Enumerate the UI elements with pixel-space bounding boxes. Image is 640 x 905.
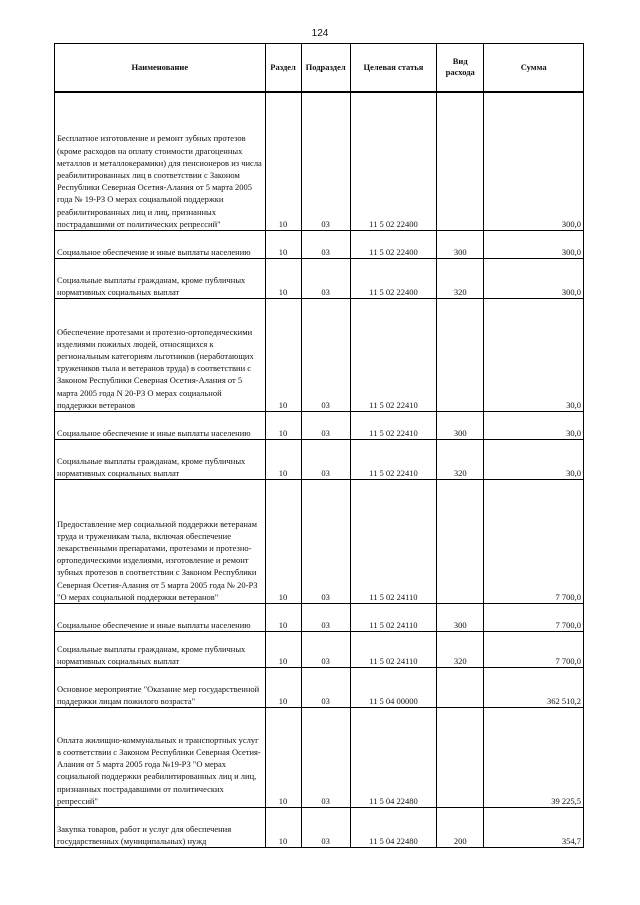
table-row <box>55 480 584 604</box>
row-name: Социальное обеспечение и иные выплаты населению <box>55 412 266 440</box>
row-subsection: 03 <box>301 440 350 480</box>
table-header-row <box>55 44 584 92</box>
row-amount: 30,0 <box>484 440 584 480</box>
table-row <box>55 412 584 440</box>
row-type: 300 <box>437 604 484 632</box>
table-row <box>55 299 584 412</box>
row-amount: 30,0 <box>484 412 584 440</box>
row-target: 11 5 02 24110 <box>350 604 436 632</box>
row-type <box>437 299 484 412</box>
table-row <box>55 92 584 231</box>
row-section: 10 <box>265 668 301 708</box>
row-amount: 362 510,2 <box>484 668 584 708</box>
header-subsection: Подраздел <box>301 44 350 92</box>
header-expense-type: Вид расхода <box>437 44 484 92</box>
table-row <box>55 668 584 708</box>
row-name: Оплата жилищно-коммунальных и транспортных услуг в соответствии с Законом Республики Северная Осетия-Алания от 5 марта 2005 года №19-РЗ "О мерах социальной поддержки реабилитированных лиц и лиц, признанных пострадавшими от политических репрессий" <box>55 708 266 808</box>
header-target: Целевая статья <box>350 44 436 92</box>
row-type: 320 <box>437 440 484 480</box>
row-subsection: 03 <box>301 604 350 632</box>
row-type <box>437 708 484 808</box>
table-row <box>55 231 584 259</box>
row-subsection: 03 <box>301 708 350 808</box>
row-subsection: 03 <box>301 299 350 412</box>
budget-table <box>54 43 584 848</box>
row-target: 11 5 02 22400 <box>350 231 436 259</box>
table-row <box>55 632 584 668</box>
page-number: 124 <box>311 28 329 39</box>
row-subsection: 03 <box>301 808 350 848</box>
row-amount: 300,0 <box>484 92 584 231</box>
row-target: 11 5 02 24110 <box>350 480 436 604</box>
table-row <box>55 808 584 848</box>
row-subsection: 03 <box>301 92 350 231</box>
row-name: Социальные выплаты гражданам, кроме публичных нормативных социальных выплат <box>55 440 266 480</box>
row-amount: 7 700,0 <box>484 480 584 604</box>
row-target: 11 5 02 22410 <box>350 440 436 480</box>
row-name: Основное мероприятие "Оказание мер государственной поддержки лицам пожилого возраста" <box>55 668 266 708</box>
row-type: 320 <box>437 259 484 299</box>
row-amount: 300,0 <box>484 231 584 259</box>
row-target: 11 5 04 00000 <box>350 668 436 708</box>
header-section: Раздел <box>265 44 301 92</box>
row-type: 300 <box>437 231 484 259</box>
row-type: 200 <box>437 808 484 848</box>
row-target: 11 5 02 22410 <box>350 299 436 412</box>
row-name: Социальное обеспечение и иные выплаты населению <box>55 604 266 632</box>
row-section: 10 <box>265 708 301 808</box>
table-row <box>55 259 584 299</box>
row-name: Социальное обеспечение и иные выплаты населению <box>55 231 266 259</box>
row-amount: 30,0 <box>484 299 584 412</box>
row-name: Социальные выплаты гражданам, кроме публичных нормативных социальных выплат <box>55 632 266 668</box>
row-target: 11 5 04 22480 <box>350 808 436 848</box>
row-section: 10 <box>265 632 301 668</box>
row-amount: 7 700,0 <box>484 604 584 632</box>
row-name: Бесплатное изготовление и ремонт зубных протезов (кроме расходов на оплату стоимости драгоценных металлов и металлокерамики) для пенсионеров из числа реабилитированных лиц в соответствии с Законом Республики Северная Осетия-Алания от 5 марта 2005 года № 19-РЗ О мерах социальной поддержки реабилитированных лиц и лиц, признанных пострадавшими от политических репрессий" <box>55 92 266 231</box>
header-amount: Сумма <box>484 44 584 92</box>
row-amount: 300,0 <box>484 259 584 299</box>
row-section: 10 <box>265 604 301 632</box>
row-name: Социальные выплаты гражданам, кроме публичных нормативных социальных выплат <box>55 259 266 299</box>
row-name: Обеспечение протезами и протезно-ортопедическими изделиями пожилых людей, относящихся к региональным категориям льготников (неработающих тружеников тыла и ветеранов труда) в соответствии с Законом Республики Северная Осетия-Алания от 5 марта 2005 года N 20-РЗ О мерах социальной поддержки ветеранов <box>55 299 266 412</box>
row-section: 10 <box>265 299 301 412</box>
row-subsection: 03 <box>301 668 350 708</box>
row-section: 10 <box>265 440 301 480</box>
row-amount: 39 225,5 <box>484 708 584 808</box>
row-type: 320 <box>437 632 484 668</box>
row-section: 10 <box>265 808 301 848</box>
table-row <box>55 708 584 808</box>
row-section: 10 <box>265 92 301 231</box>
table-row <box>55 604 584 632</box>
row-section: 10 <box>265 259 301 299</box>
row-subsection: 03 <box>301 231 350 259</box>
row-name: Предоставление мер социальной поддержки ветеранам труда и труженикам тыла, включая обеспечение лекарственными препаратами, протезами и протезно-ортопедическими изделиями, изготовление и ремонт зубных протезов в соответствии с Законом Республики Северная Осетия-Алания от 5 марта 2005 года № 20-РЗ "О мерах социальной поддержки ветеранов" <box>55 480 266 604</box>
row-target: 11 5 02 22410 <box>350 412 436 440</box>
row-section: 10 <box>265 231 301 259</box>
row-subsection: 03 <box>301 480 350 604</box>
row-type <box>437 480 484 604</box>
row-target: 11 5 02 24110 <box>350 632 436 668</box>
row-subsection: 03 <box>301 412 350 440</box>
row-type <box>437 668 484 708</box>
row-target: 11 5 02 22400 <box>350 92 436 231</box>
row-subsection: 03 <box>301 259 350 299</box>
table-row <box>55 440 584 480</box>
header-name: Наименование <box>55 44 266 92</box>
row-name: Закупка товаров, работ и услуг для обеспечения государственных (муниципальных) нужд <box>55 808 266 848</box>
row-subsection: 03 <box>301 632 350 668</box>
row-section: 10 <box>265 412 301 440</box>
row-type <box>437 92 484 231</box>
row-amount: 7 700,0 <box>484 632 584 668</box>
row-type: 300 <box>437 412 484 440</box>
row-target: 11 5 04 22480 <box>350 708 436 808</box>
row-section: 10 <box>265 480 301 604</box>
row-target: 11 5 02 22400 <box>350 259 436 299</box>
row-amount: 354,7 <box>484 808 584 848</box>
